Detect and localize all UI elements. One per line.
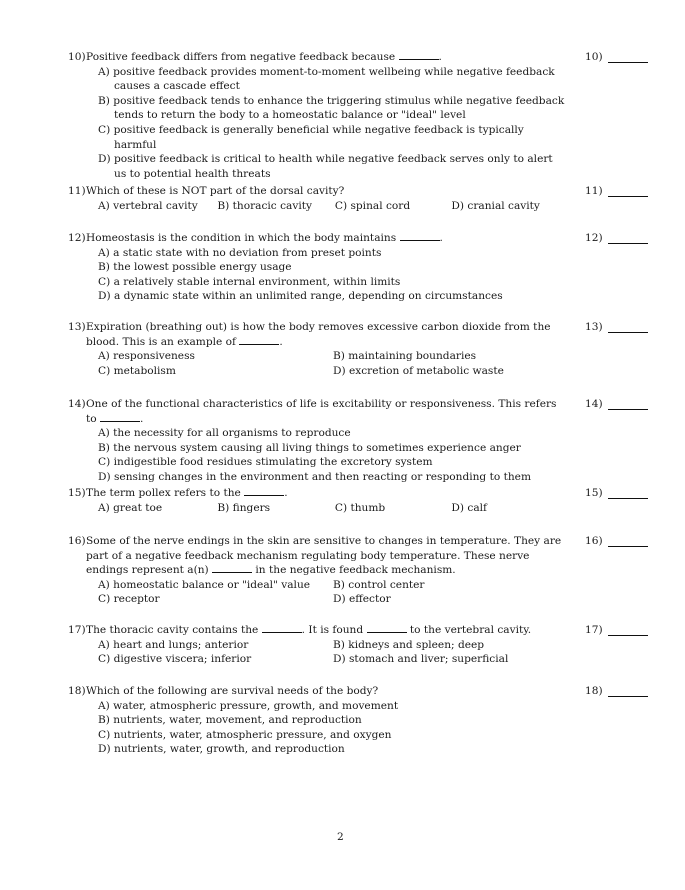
answer-slot-13: [585, 320, 675, 335]
option-c[interactable]: C) positive feedback is generally beneficial while negative feedback is typically harmful: [98, 123, 524, 151]
option-d[interactable]: D) calf: [451, 501, 487, 514]
stem-text: The thoracic cavity contains the: [86, 624, 262, 636]
question-17: [68, 623, 568, 667]
fill-in-blank: [244, 486, 284, 496]
answer-slot-18: [585, 684, 675, 699]
option-c[interactable]: C) receptor: [98, 593, 160, 606]
answer-label: 12): [585, 232, 603, 244]
stem-text: to the vertebral cavity.: [406, 624, 532, 636]
option-a[interactable]: A) vertebral cavity: [98, 199, 198, 212]
option-b[interactable]: B) the lowest possible energy usage: [98, 261, 292, 274]
question-number: 15): [68, 487, 86, 499]
option-b[interactable]: B) nutrients, water, movement, and reproduction: [98, 714, 362, 727]
answer-label: 13): [585, 321, 603, 333]
stem-text: .: [140, 412, 144, 425]
question-stem: [68, 397, 568, 426]
option-c[interactable]: C) a relatively stable internal environment, within limits: [98, 275, 401, 288]
fill-in-blank: [367, 623, 407, 633]
stem-text: Homeostasis is the condition in which the body maintains: [86, 232, 400, 244]
stem-text: The term pollex refers to the: [86, 487, 245, 499]
stem-text: One of the functional characteristics of life is excitability or responsiveness. This refers to: [86, 398, 557, 425]
stem-text: .: [279, 335, 283, 348]
option-c[interactable]: C) nutrients, water, atmospheric pressure, and oxygen: [98, 728, 392, 741]
option-b[interactable]: B) control center: [333, 578, 425, 591]
question-number: 11): [68, 185, 86, 197]
fill-in-blank: [100, 412, 140, 422]
question-number: 17): [68, 624, 86, 636]
answer-label: 17): [585, 624, 603, 636]
question-stem: [68, 231, 568, 246]
answer-slot-14: [585, 397, 675, 412]
stem-text: Some of the nerve endings in the skin are sensitive to changes in temperature. They are part of a negative feedback mechanism regulating body temperature. These nerve endings represent a(n): [86, 535, 562, 577]
fill-in-blank: [400, 231, 440, 241]
option-b[interactable]: B) thoracic cavity: [217, 199, 312, 212]
answer-blank[interactable]: [608, 696, 648, 697]
option-b[interactable]: B) fingers: [217, 501, 271, 514]
question-11: [68, 184, 568, 213]
question-stem: [68, 50, 568, 65]
stem-text: Which of these is NOT part of the dorsal cavity?: [86, 185, 345, 197]
stem-text: Expiration (breathing out) is how the body removes excessive carbon dioxide from the blood. This is an example of: [86, 321, 551, 348]
stem-text: Positive feedback differs from negative feedback because: [86, 51, 399, 63]
question-18: [68, 684, 568, 757]
stem-text: Which of the following are survival needs of the body?: [86, 685, 379, 697]
question-stem: [68, 684, 568, 699]
question-16: [68, 534, 568, 607]
option-d[interactable]: D) effector: [333, 593, 391, 606]
answer-label: 14): [585, 398, 603, 410]
question-13: [68, 320, 568, 378]
option-a[interactable]: A) homeostatic balance or "ideal" value: [98, 578, 311, 591]
answer-slot-17: [585, 623, 675, 638]
answer-blank[interactable]: [608, 498, 648, 499]
option-a[interactable]: A) heart and lungs; anterior: [98, 638, 249, 651]
option-a[interactable]: A) a static state with no deviation from preset points: [98, 246, 382, 259]
answer-slot-12: [585, 231, 675, 246]
option-d[interactable]: D) sensing changes in the environment and then reacting or responding to them: [98, 470, 531, 483]
answer-slot-11: [585, 184, 675, 199]
answer-slot-10: [585, 50, 675, 65]
question-number: 18): [68, 685, 86, 697]
option-d[interactable]: D) excretion of metabolic waste: [333, 364, 504, 377]
answer-label: 16): [585, 535, 603, 547]
option-d[interactable]: D) nutrients, water, growth, and reproduction: [98, 743, 345, 756]
stem-text: . It is found: [301, 624, 367, 636]
option-a[interactable]: A) responsiveness: [98, 350, 195, 363]
question-stem: [68, 623, 568, 638]
stem-text: .: [438, 51, 442, 63]
question-stem: [68, 184, 568, 199]
option-c[interactable]: C) thumb: [334, 501, 386, 514]
answer-label: 11): [585, 185, 603, 197]
option-c[interactable]: C) spinal cord: [334, 199, 411, 212]
question-10: [68, 50, 568, 181]
question-stem: [68, 320, 568, 349]
answer-blank[interactable]: [608, 332, 648, 333]
answer-blank[interactable]: [608, 635, 648, 636]
answer-slot-16: [585, 534, 675, 549]
option-a[interactable]: A) great toe: [98, 501, 163, 514]
answer-label: 18): [585, 685, 603, 697]
page-number: 2: [337, 831, 344, 843]
option-d[interactable]: D) a dynamic state within an unlimited range, depending on circumstances: [98, 290, 503, 303]
answer-label: 15): [585, 487, 603, 499]
option-b[interactable]: B) maintaining boundaries: [333, 350, 477, 363]
option-c[interactable]: C) metabolism: [98, 364, 176, 377]
option-a[interactable]: A) water, atmospheric pressure, growth, and movement: [98, 699, 399, 712]
option-b[interactable]: B) kidneys and spleen; deep: [333, 638, 485, 651]
answer-slot-15: [585, 486, 675, 501]
option-c[interactable]: C) indigestible food residues stimulating the excretory system: [98, 456, 433, 469]
option-d[interactable]: D) cranial cavity: [451, 199, 540, 212]
answer-label: 10): [585, 51, 603, 63]
option-b[interactable]: B) the nervous system causing all living things to sometimes experience anger: [98, 441, 521, 454]
fill-in-blank: [399, 50, 439, 60]
answer-blank[interactable]: [608, 196, 648, 197]
question-12: [68, 231, 568, 304]
question-number: 12): [68, 232, 86, 244]
question-14: [68, 397, 568, 485]
fill-in-blank: [239, 335, 279, 345]
answer-blank[interactable]: [608, 546, 648, 547]
answer-blank[interactable]: [608, 62, 648, 63]
fill-in-blank: [262, 623, 302, 633]
question-15: [68, 486, 568, 515]
option-c[interactable]: C) digestive viscera; inferior: [98, 653, 252, 666]
answer-blank[interactable]: [608, 409, 648, 410]
option-d[interactable]: D) stomach and liver; superficial: [333, 653, 509, 666]
question-stem: [68, 486, 568, 501]
option-d[interactable]: D) positive feedback is critical to health while negative feedback serves only to alert us to potential health threats: [98, 153, 553, 180]
stem-text: .: [284, 487, 288, 499]
question-number: 10): [68, 51, 86, 63]
fill-in-blank: [212, 563, 252, 573]
answer-blank[interactable]: [608, 243, 648, 244]
stem-text: in the negative feedback mechanism.: [252, 564, 456, 577]
question-number: 16): [68, 535, 86, 547]
question-number: 13): [68, 321, 86, 333]
question-stem: [68, 534, 568, 578]
option-a[interactable]: A) positive feedback provides moment-to-moment wellbeing while negative feedback causes a cascade effect: [98, 65, 555, 93]
question-number: 14): [68, 398, 86, 410]
stem-text: .: [439, 232, 443, 244]
option-b[interactable]: B) positive feedback tends to enhance the triggering stimulus while negative feedback tends to return the body to a homeostatic balance or "ideal" level: [98, 94, 565, 122]
option-a[interactable]: A) the necessity for all organisms to reproduce: [98, 427, 351, 440]
